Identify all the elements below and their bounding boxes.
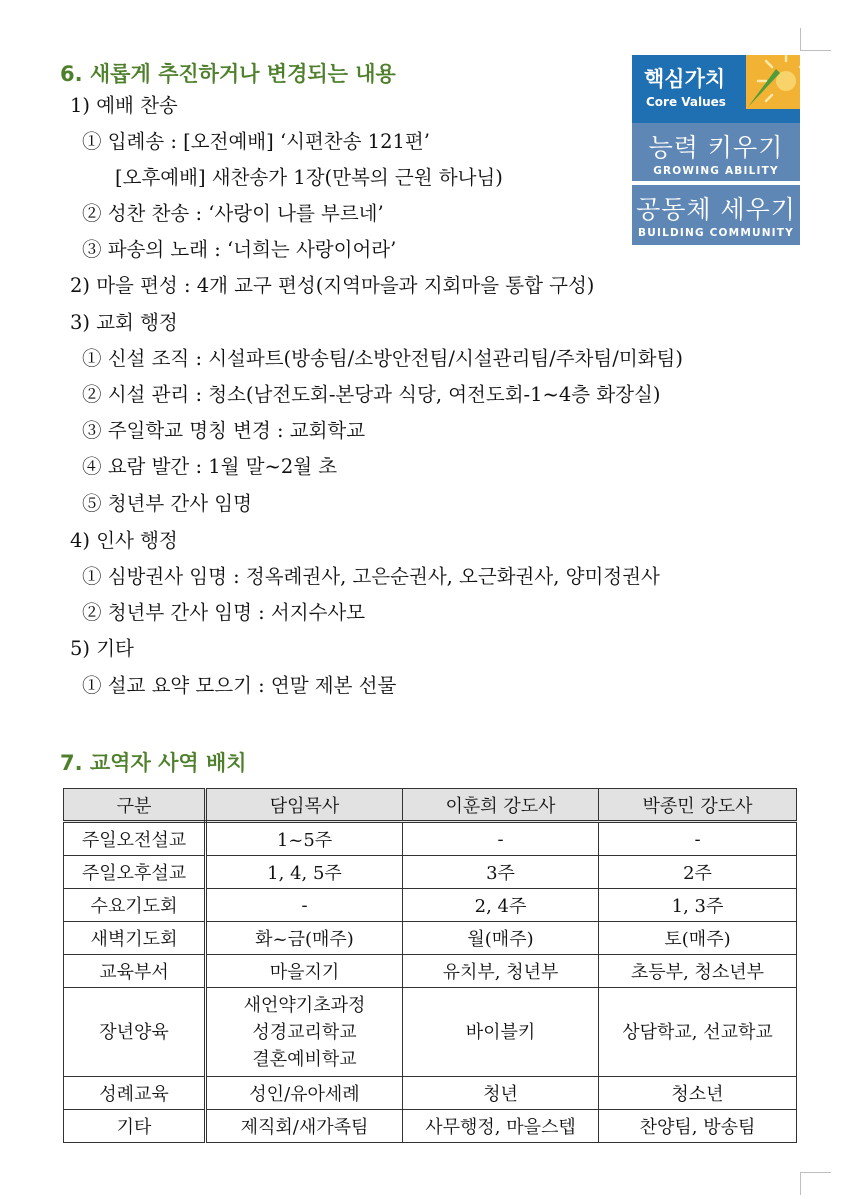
table-cell: 사무행정, 마을스텝 [403, 1110, 599, 1143]
section-7-title: 7. 교역자 사역 배치 [60, 751, 247, 775]
value-growing-ability [632, 123, 800, 183]
table-row [64, 922, 797, 955]
table-row [64, 889, 797, 922]
table-header-cell: 이훈희 강도사 [403, 789, 599, 822]
value-building-community [632, 185, 800, 245]
section6-line: ② 성찬 찬송 : ‘사랑이 나를 부르네’ [82, 202, 384, 225]
table-row [64, 988, 797, 1077]
table-row [64, 955, 797, 988]
value-building-community-english: BUILDING COMMUNITY [638, 227, 794, 239]
section6-line: 4) 인사 행정 [70, 529, 178, 552]
table-row [64, 822, 797, 856]
table-cell: 1~5주 [206, 822, 403, 856]
section-6-title: 6. 새롭게 추진하거나 변경되는 내용 [60, 62, 396, 86]
table-row [64, 856, 797, 889]
table-cell: 마을지기 [206, 955, 403, 988]
value-growing-ability-korean: 능력 키우기 [648, 133, 784, 162]
row-label-cell: 성례교육 [64, 1077, 206, 1110]
table-cell: 2주 [599, 856, 797, 889]
page-corner-mark [800, 28, 831, 51]
row-label-cell: 새벽기도회 [64, 922, 206, 955]
table-cell: 월(매주) [403, 922, 599, 955]
table-cell: 토(매주) [599, 922, 797, 955]
table-cell-multiline: 새언약기초과정 성경교리학교 결혼예비학교 [206, 988, 403, 1077]
table-row [64, 1077, 797, 1110]
ministry-assignment-table [63, 788, 797, 1143]
table-cell: 바이블키 [403, 988, 599, 1077]
table-cell: 1, 4, 5주 [206, 856, 403, 889]
section6-line: ① 신설 조직 : 시설파트(방송팀/소방안전팀/시설관리팀/주차팀/미화팀) [82, 347, 683, 370]
table-header-cell: 구분 [64, 789, 206, 822]
section6-line: 3) 교회 행정 [70, 311, 178, 334]
section6-line: ① 입례송 : [오전예배] ‘시편찬송 121편’ [82, 130, 430, 153]
section6-line: 2) 마을 편성 : 4개 교구 편성(지역마을과 지회마을 통합 구성) [70, 274, 595, 297]
core-values-english: Core Values [646, 95, 726, 109]
value-growing-ability-english: GROWING ABILITY [653, 165, 779, 177]
row-label-cell: 교육부서 [64, 955, 206, 988]
table-cell: - [599, 822, 797, 856]
table-cell: 성인/유아세례 [206, 1077, 403, 1110]
table-cell: 상담학교, 선교학교 [599, 988, 797, 1077]
table-cell: 초등부, 청소년부 [599, 955, 797, 988]
sun-icon [746, 55, 800, 109]
section6-line: ① 설교 요약 모으기 : 연말 제본 선물 [82, 674, 397, 697]
core-values-header [632, 55, 800, 123]
table-cell: 화~금(매주) [206, 922, 403, 955]
section6-line: ① 심방권사 임명 : 정옥례권사, 고은순권사, 오근화권사, 양미정권사 [82, 565, 660, 588]
table-header-cell: 담임목사 [206, 789, 403, 822]
page-corner-mark [800, 1172, 831, 1195]
section6-line: 5) 기타 [70, 637, 134, 660]
table-cell: 청소년 [599, 1077, 797, 1110]
table-cell: 3주 [403, 856, 599, 889]
section6-line: [오후예배] 새찬송가 1장(만복의 근원 하나님) [115, 166, 503, 189]
table-cell: 청년 [403, 1077, 599, 1110]
table-cell: 제직회/새가족팀 [206, 1110, 403, 1143]
table-cell: 유치부, 청년부 [403, 955, 599, 988]
section6-line: ③ 주일학교 명칭 변경 : 교회학교 [82, 419, 366, 442]
core-values-korean: 핵심가치 [644, 67, 726, 91]
table-cell: 찬양팀, 방송팀 [599, 1110, 797, 1143]
table-cell: 1, 3주 [599, 889, 797, 922]
section6-line: ⑤ 청년부 간사 임명 [82, 492, 252, 515]
row-label-cell: 수요기도회 [64, 889, 206, 922]
section6-line: ④ 요람 발간 : 1월 말~2월 초 [82, 455, 338, 478]
row-label-cell: 장년양육 [64, 988, 206, 1077]
table-row [64, 1110, 797, 1143]
table-header-cell: 박종민 강도사 [599, 789, 797, 822]
row-label-cell: 주일오후설교 [64, 856, 206, 889]
table-cell: - [403, 822, 599, 856]
row-label-cell: 주일오전설교 [64, 822, 206, 856]
section6-line: ② 시설 관리 : 청소(남전도회-본당과 식당, 여전도회-1~4층 화장실) [82, 383, 661, 406]
section6-line: ③ 파송의 노래 : ‘너희는 사랑이어라’ [82, 238, 397, 261]
core-values-badge [632, 55, 800, 245]
table-cell: - [206, 889, 403, 922]
section6-line: ② 청년부 간사 임명 : 서지수사모 [82, 601, 366, 624]
table-header-row [64, 789, 797, 822]
value-building-community-korean: 공동체 세우기 [636, 195, 796, 224]
section6-line: 1) 예배 찬송 [70, 94, 178, 117]
table-cell: 2, 4주 [403, 889, 599, 922]
row-label-cell: 기타 [64, 1110, 206, 1143]
